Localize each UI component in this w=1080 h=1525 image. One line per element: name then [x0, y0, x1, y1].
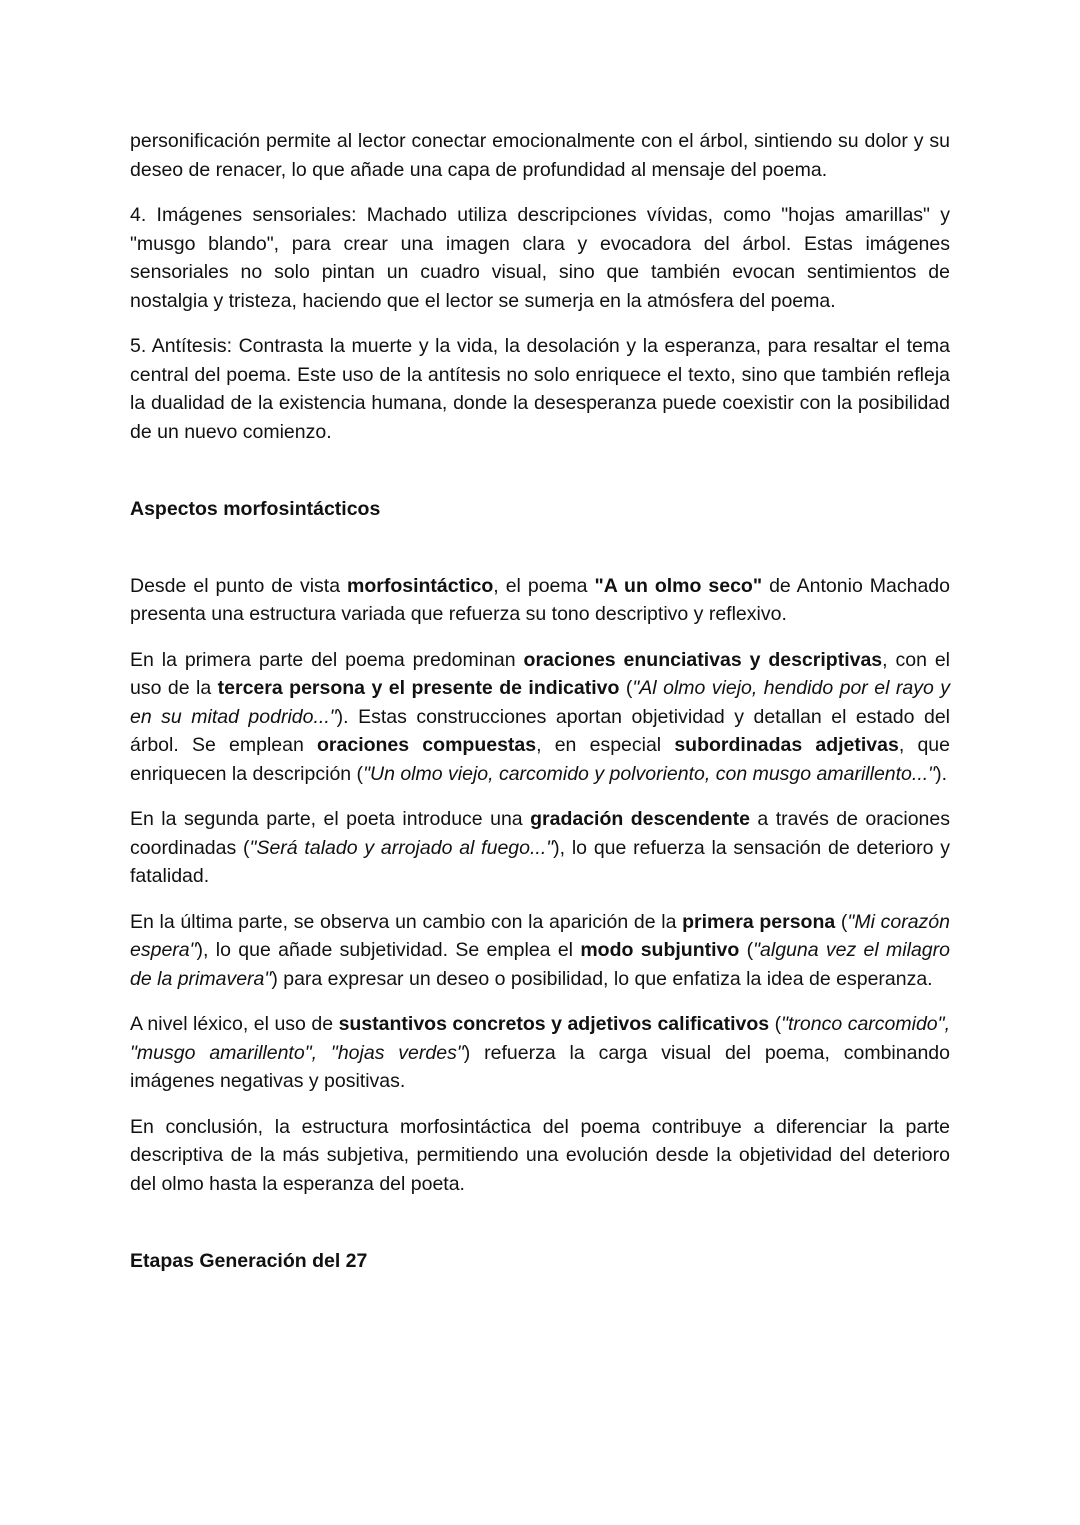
text-run: oraciones compuestas	[317, 734, 537, 756]
text-run: A nivel léxico, el uso de	[130, 1013, 339, 1035]
text-run: gradación descendente	[530, 808, 750, 830]
text-run: de Antonio Machado presenta una estructura variada que refuerza su tono descriptivo y reflexivo.	[130, 574, 950, 625]
text-run: , en especial	[536, 734, 675, 756]
paragraph	[130, 127, 950, 184]
text-run: "Un olmo viejo, carcomido y polvoriento, con musgo amarillento..."	[363, 762, 936, 785]
text-run: Etapas Generación del 27	[130, 1250, 368, 1272]
text-run: En conclusión, la estructura morfosintáctica del poema contribuye a diferenciar la parte descriptiva de la más subjetiva, permitiendo una evolución desde la objetividad del deterioro del olmo hasta la esperanza del poeta.	[130, 1115, 950, 1195]
text-run: "alguna vez el milagro de la primavera"	[130, 939, 950, 990]
text-run: Desde el punto de vista	[130, 574, 348, 597]
text-run: tercera persona y el presente de indicativo	[217, 677, 620, 699]
text-run: (	[835, 910, 848, 933]
text-run: (	[739, 939, 754, 961]
section-heading	[130, 495, 950, 524]
text-run: En la primera parte del poema predominan	[130, 648, 524, 671]
paragraph	[130, 201, 950, 315]
text-run: ), lo que refuerza la sensación de deterioro y fatalidad.	[130, 836, 950, 887]
paragraph	[130, 572, 950, 629]
text-run: , el poema	[493, 574, 595, 597]
text-run: , que enriquecen la descripción (	[130, 734, 950, 785]
text-run: "Será talado y arrojado al fuego..."	[249, 836, 554, 859]
paragraph	[130, 332, 950, 446]
text-run: "Al olmo viejo, hendido por el rayo y en su mitad podrido..."	[130, 677, 951, 728]
text-run: ) para expresar un deseo o posibilidad, lo que enfatiza la idea de esperanza.	[271, 967, 933, 990]
text-run: Aspectos morfosintácticos	[130, 498, 381, 520]
section-heading	[130, 1247, 950, 1276]
text-run: (	[769, 1013, 782, 1035]
text-run: En la segunda parte, el poeta introduce una	[130, 808, 531, 830]
text-run: , con el uso de la	[130, 648, 950, 699]
text-run: "tronco carcomido", "musgo amarillento", "hojas verdes"	[130, 1013, 950, 1064]
text-run: a través de oraciones coordinadas (	[130, 808, 950, 859]
paragraph	[130, 646, 950, 789]
text-run: ).	[935, 762, 947, 785]
text-run: "A un olmo seco"	[594, 574, 763, 597]
text-run: ), lo que añade subjetividad. Se emplea el	[196, 939, 581, 961]
text-run: ). Estas construcciones aportan objetividad y detallan el estado del árbol. Se emplean	[130, 705, 950, 756]
paragraph	[130, 908, 950, 994]
document-body	[130, 127, 950, 1276]
paragraph	[130, 805, 950, 891]
paragraph	[130, 1010, 950, 1096]
text-run: En la última parte, se observa un cambio con la aparición de la	[130, 910, 683, 933]
text-run: oraciones enunciativas y descriptivas	[523, 648, 883, 671]
text-run: 5. Antítesis: Contrasta la muerte y la vida, la desolación y la esperanza, para resaltar el tema central del poema. Este uso de la antítesis no solo enriquece el texto, sino que también refleja la dualidad de la existencia humana, donde la desesperanza puede coexistir con la posibilidad de un nuevo comienzo.	[130, 335, 950, 443]
text-run: sustantivos concretos y adjetivos calificativos	[338, 1013, 770, 1035]
text-run: "Mi corazón espera"	[130, 910, 950, 961]
text-run: personificación permite al lector conectar emocionalmente con el árbol, sintiendo su dolor y su deseo de renacer, lo que añade una capa de profundidad al mensaje del poema.	[130, 130, 950, 181]
paragraph	[130, 1113, 950, 1199]
text-run: morfosintáctico	[347, 574, 494, 597]
text-run: ) refuerza la carga visual del poema, combinando imágenes negativas y positivas.	[130, 1041, 950, 1092]
text-run: subordinadas adjetivas	[674, 734, 899, 756]
text-run: primera persona	[682, 910, 836, 933]
text-run: modo subjuntivo	[580, 939, 740, 961]
text-run: (	[619, 677, 633, 699]
text-run: 4. Imágenes sensoriales: Machado utiliza descripciones vívidas, como "hojas amarillas" y "musgo blando", para crear una imagen clara y evocadora del árbol. Estas imágenes sensoriales no solo pintan un cuadro visual, sino que también evocan sentimientos de nostalgia y tristeza, haciendo que el lector se sumerja en la atmósfera del poema.	[130, 204, 950, 312]
